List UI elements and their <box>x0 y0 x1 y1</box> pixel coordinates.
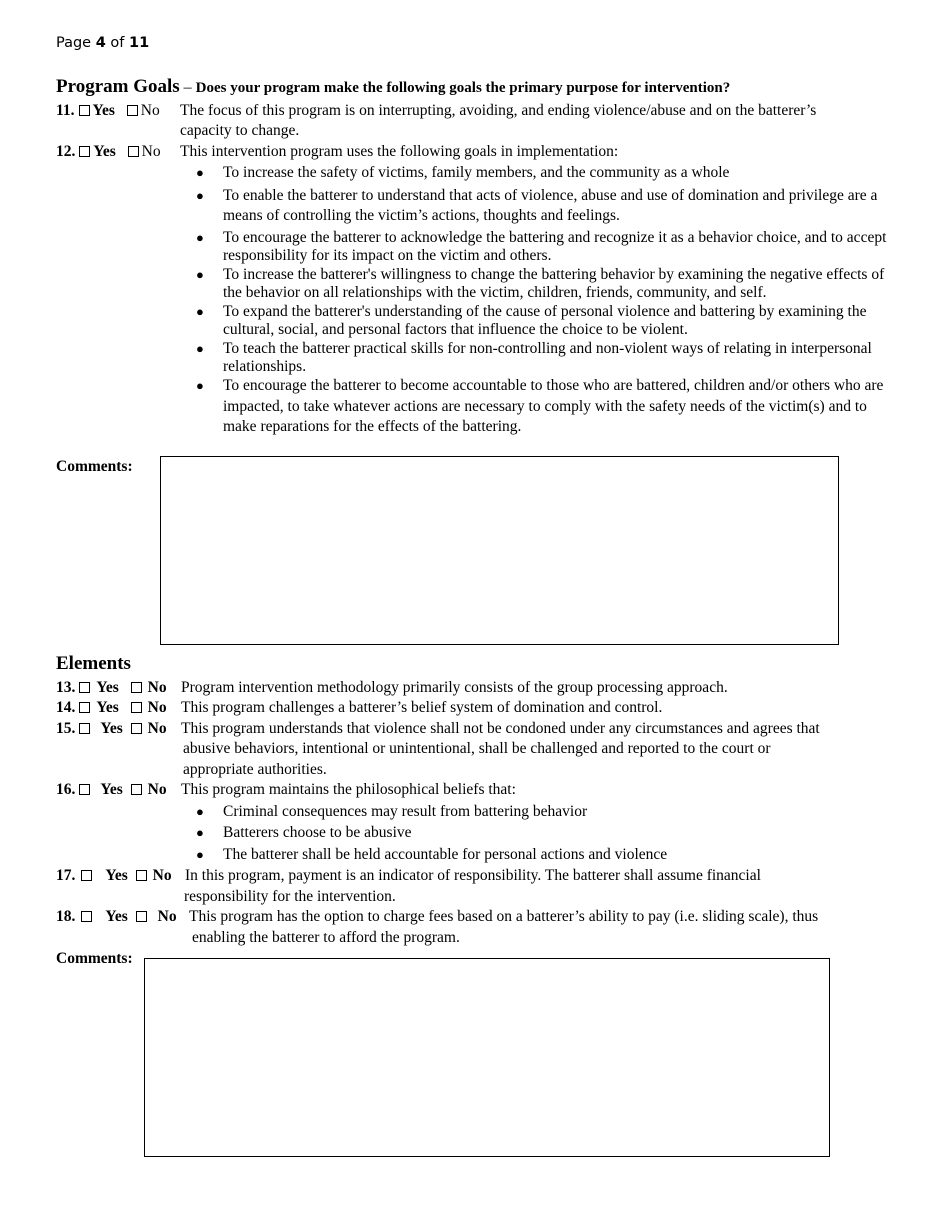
question-13: 13. Yes No <box>56 679 167 696</box>
q14-no-checkbox[interactable] <box>131 702 142 713</box>
question-12: 12. Yes No <box>56 143 161 160</box>
bullet-icon: ● <box>196 825 204 840</box>
question-15: 15. Yes No <box>56 720 167 737</box>
q18-no-checkbox[interactable] <box>136 911 147 922</box>
goal-bullet-1: To increase the safety of victims, family members, and the community as a whole <box>223 164 730 181</box>
bullet-icon: ● <box>196 378 204 393</box>
belief-bullet-2: Batterers choose to be abusive <box>223 824 412 841</box>
goal-bullet-3-line2: responsibility for its impact on the victim and others. <box>223 247 552 264</box>
elements-heading: Elements <box>56 653 131 674</box>
belief-bullet-3: The batterer shall be held accountable for personal actions and violence <box>223 846 668 863</box>
q17-text-line2: responsibility for the intervention. <box>184 888 396 905</box>
q17-text-line1: In this program, payment is an indicator of responsibility. The batterer shall assume financial <box>185 867 761 884</box>
q15-text-line2: abusive behaviors, intentional or unintentional, shall be challenged and reported to the court or <box>183 740 771 757</box>
q15-text-line3: appropriate authorities. <box>183 761 327 778</box>
q17-yes-checkbox[interactable] <box>81 870 92 881</box>
q14-text: This program challenges a batterer’s belief system of domination and control. <box>181 699 663 716</box>
goal-bullet-3-line1: To encourage the batterer to acknowledge the battering and recognize it as a behavior choice, and to accept <box>223 229 887 246</box>
q11-text-line2: capacity to change. <box>180 122 300 139</box>
goal-bullet-4-line1: To increase the batterer's willingness to change the battering behavior by examining the negative effects of <box>223 266 885 283</box>
goal-bullet-2-line2: means of controlling the victim’s actions, thoughts and feelings. <box>223 207 620 224</box>
comments-box-1[interactable] <box>160 456 839 645</box>
page-number: Page 4 of 11 <box>56 35 150 51</box>
q15-yes-checkbox[interactable] <box>79 723 90 734</box>
q14-yes-checkbox[interactable] <box>79 702 90 713</box>
q13-yes-checkbox[interactable] <box>79 682 90 693</box>
comments-label-1: Comments: <box>56 458 133 475</box>
q12-yes-checkbox[interactable] <box>79 146 90 157</box>
question-11: 11. Yes No <box>56 102 160 119</box>
goal-bullet-2-line1: To enable the batterer to understand that acts of violence, abuse and use of domination and privilege are a <box>223 187 878 204</box>
bullet-icon: ● <box>196 188 204 203</box>
goal-bullet-5-line2: cultural, social, and personal factors that influence the choice to be violent. <box>223 321 688 338</box>
goal-bullet-4-line2: the behavior on all relationships with the victim, children, friends, community, and self. <box>223 284 767 301</box>
q18-text-line2: enabling the batterer to afford the program. <box>192 929 460 946</box>
q15-no-checkbox[interactable] <box>131 723 142 734</box>
bullet-icon: ● <box>196 341 204 356</box>
q12-text: This intervention program uses the following goals in implementation: <box>180 143 619 160</box>
program-goals-heading: Program Goals – Does your program make the following goals the primary purpose for intervention? <box>56 76 731 97</box>
goal-bullet-6-line1: To teach the batterer practical skills for non-controlling and non-violent ways of relating in interpersonal <box>223 340 872 357</box>
goal-bullet-7-line2: impacted, to take whatever actions are necessary to comply with the safety needs of the victim(s) and to <box>223 398 867 415</box>
goal-bullet-6-line2: relationships. <box>223 358 307 375</box>
q18-yes-checkbox[interactable] <box>81 911 92 922</box>
comments-label-2: Comments: <box>56 950 133 967</box>
question-17: 17. Yes No <box>56 867 172 884</box>
goal-bullet-7-line3: make reparations for the effects of the battering. <box>223 418 522 435</box>
q18-text-line1: This program has the option to charge fees based on a batterer’s ability to pay (i.e. sliding scale), thus <box>189 908 819 925</box>
bullet-icon: ● <box>196 847 204 862</box>
bullet-icon: ● <box>196 165 204 180</box>
bullet-icon: ● <box>196 267 204 282</box>
q11-text-line1: The focus of this program is on interrupting, avoiding, and ending violence/abuse and on the batterer’s <box>180 102 817 119</box>
bullet-icon: ● <box>196 304 204 319</box>
question-14: 14. Yes No <box>56 699 167 716</box>
goal-bullet-7-line1: To encourage the batterer to become accountable to those who are battered, children and/or others who are <box>223 377 884 394</box>
q16-text: This program maintains the philosophical beliefs that: <box>181 781 516 798</box>
q11-yes-checkbox[interactable] <box>79 105 90 116</box>
q13-no-checkbox[interactable] <box>131 682 142 693</box>
q16-no-checkbox[interactable] <box>131 784 142 795</box>
bullet-icon: ● <box>196 804 204 819</box>
goal-bullet-5-line1: To expand the batterer's understanding of the cause of personal violence and battering by examining the <box>223 303 867 320</box>
q15-text-line1: This program understands that violence shall not be condoned under any circumstances and agrees that <box>181 720 820 737</box>
bullet-icon: ● <box>196 230 204 245</box>
q12-no-checkbox[interactable] <box>128 146 139 157</box>
belief-bullet-1: Criminal consequences may result from battering behavior <box>223 803 588 820</box>
q16-yes-checkbox[interactable] <box>79 784 90 795</box>
q17-no-checkbox[interactable] <box>136 870 147 881</box>
question-16: 16. Yes No <box>56 781 167 798</box>
q11-no-checkbox[interactable] <box>127 105 138 116</box>
q13-text: Program intervention methodology primarily consists of the group processing approach. <box>181 679 728 696</box>
question-18: 18. Yes No <box>56 908 177 925</box>
comments-box-2[interactable] <box>144 958 830 1157</box>
